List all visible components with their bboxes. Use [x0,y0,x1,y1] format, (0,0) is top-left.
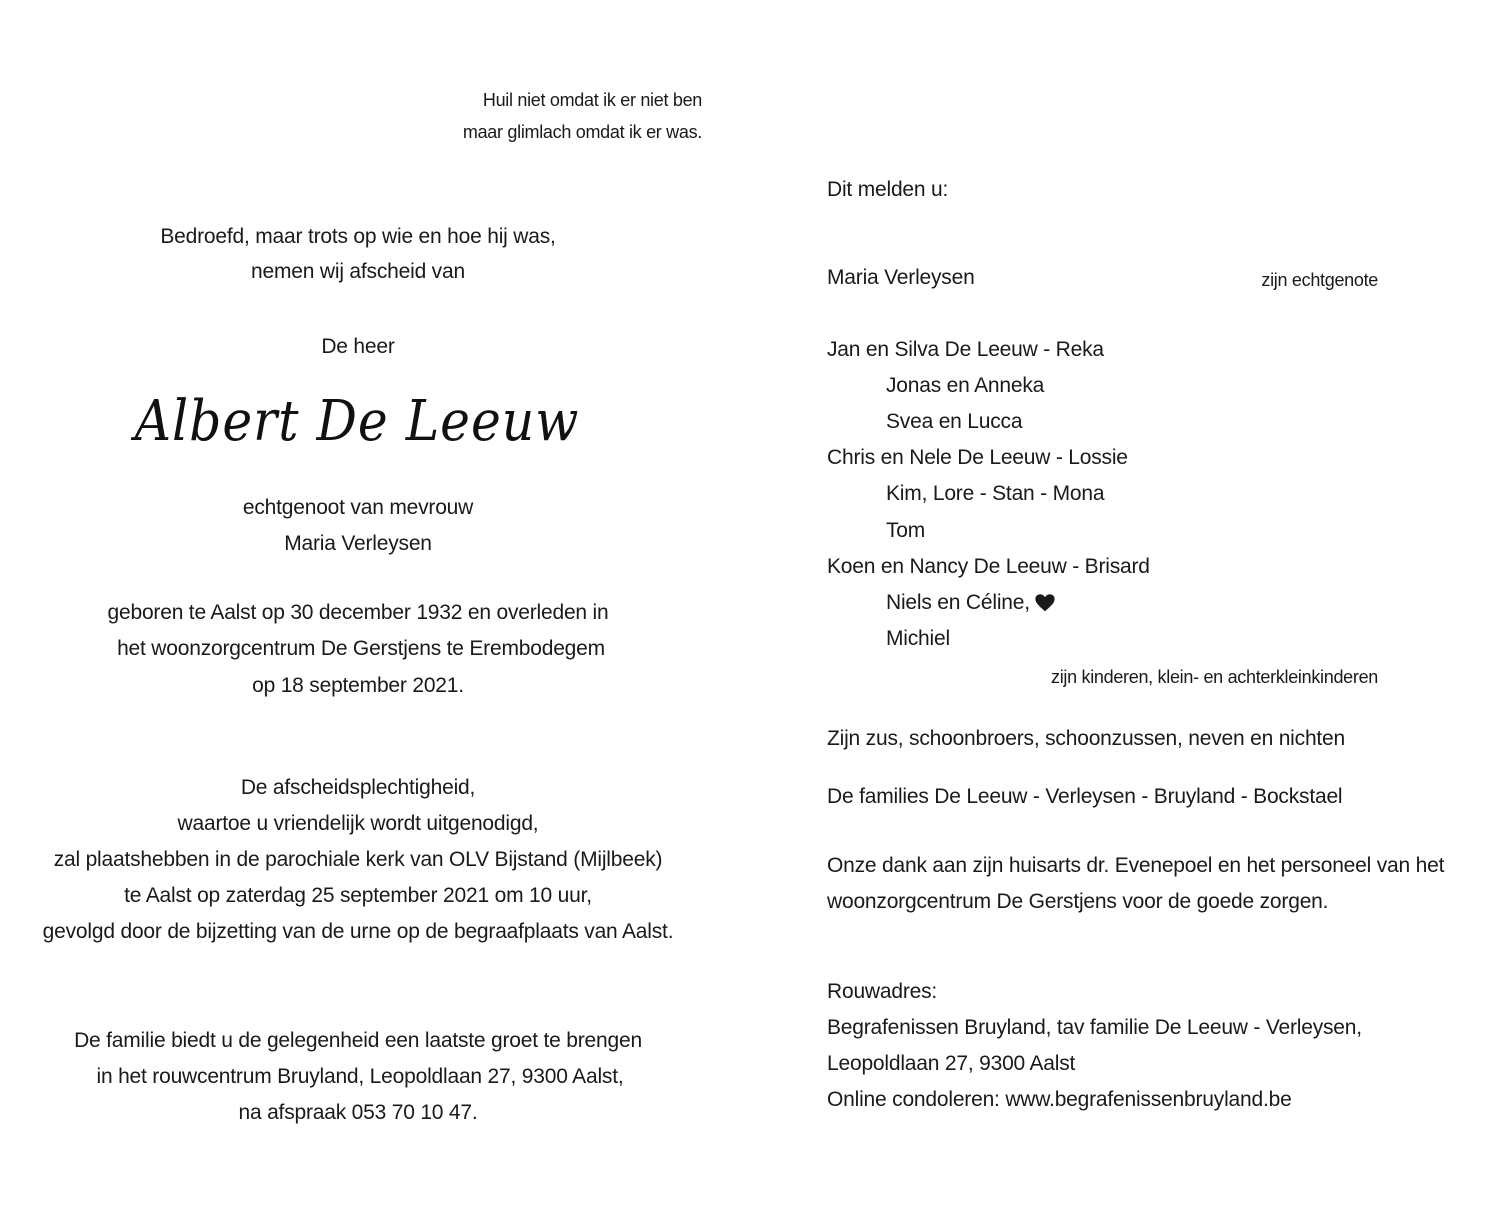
condolence-link[interactable]: Online condoleren: www.begrafenissenbruyland.be [827,1088,1292,1111]
visit-line-1: De familie biedt u de gelegenheid een laatste groet te brengen [74,1029,642,1052]
family-line-5: Kim, Lore - Stan - Mona [886,482,1105,505]
family-line-2: Jonas en Anneka [886,374,1045,397]
intro-line-1: Bedroefd, maar trots op wie en hoe hij was, [160,225,556,248]
black-heart-icon [1034,592,1056,614]
family-line-3: Svea en Lucca [886,410,1023,433]
spouse-line-1: echtgenoot van mevrouw [242,496,474,519]
birth-death-line-3: op 18 september 2021. [252,674,464,697]
address-label: Rouwadres: [827,980,938,1003]
thanks-line-2: woonzorgcentrum De Gerstjens voor de goede zorgen. [827,890,1329,913]
family-line-1: Jan en Silva De Leeuw - Reka [827,338,1104,361]
relatives-text: Zijn zus, schoonbroers, schoonzussen, neven en nichten [827,727,1346,750]
birth-death-line-2: het woonzorgcentrum De Gerstjens te Erembodegem [117,637,605,660]
visit-line-3: na afspraak 053 70 10 47. [238,1101,478,1124]
family-line-6: Tom [886,519,926,542]
ceremony-line-3: zal plaatshebben in de parochiale kerk van OLV Bijstand (Mijlbeek) [53,848,663,871]
thanks-line-1: Onze dank aan zijn huisarts dr. Evenepoel en het personeel van het [827,854,1445,877]
spouse-line-2: Maria Verleysen [284,532,432,555]
deceased-title: De heer [321,335,395,358]
intro-line-2: nemen wij afscheid van [251,260,465,283]
ceremony-line-2: waartoe u vriendelijk wordt uitgenodigd, [177,812,539,835]
ceremony-line-5: gevolgd door de bijzetting van de urne op de begraafplaats van Aalst. [42,920,674,943]
family-line-9: Michiel [886,627,950,650]
quote-line-1: Huil niet omdat ik er niet ben [482,90,702,110]
family-line-8 [886,589,1056,617]
ceremony-line-4: te Aalst op zaterdag 25 september 2021 om 10 uur, [124,884,592,907]
families-text: De families De Leeuw - Verleysen - Bruyland - Bockstael [827,785,1343,808]
family-line-8-text: Niels en Céline, [886,591,1030,614]
address-line-2: Leopoldlaan 27, 9300 Aalst [827,1052,1076,1075]
family-role: zijn kinderen, klein- en achterkleinkinderen [1051,667,1378,687]
quote-line-2: maar glimlach omdat ik er was. [462,122,702,142]
family-line-7: Koen en Nancy De Leeuw - Brisard [827,555,1150,578]
visit-line-2: in het rouwcentrum Bruyland, Leopoldlaan 27, 9300 Aalst, [96,1065,624,1088]
deceased-name: Albert De Leeuw [134,389,580,454]
spouse-name: Maria Verleysen [827,266,975,289]
spouse-role: zijn echtgenote [1261,270,1378,290]
ceremony-line-1: De afscheidsplechtigheid, [240,776,476,799]
address-line-1: Begrafenissen Bruyland, tav familie De Leeuw - Verleysen, [827,1016,1362,1039]
family-line-4: Chris en Nele De Leeuw - Lossie [827,446,1128,469]
announce-text: Dit melden u: [827,178,949,201]
birth-death-line-1: geboren te Aalst op 30 december 1932 en overleden in [107,601,609,624]
